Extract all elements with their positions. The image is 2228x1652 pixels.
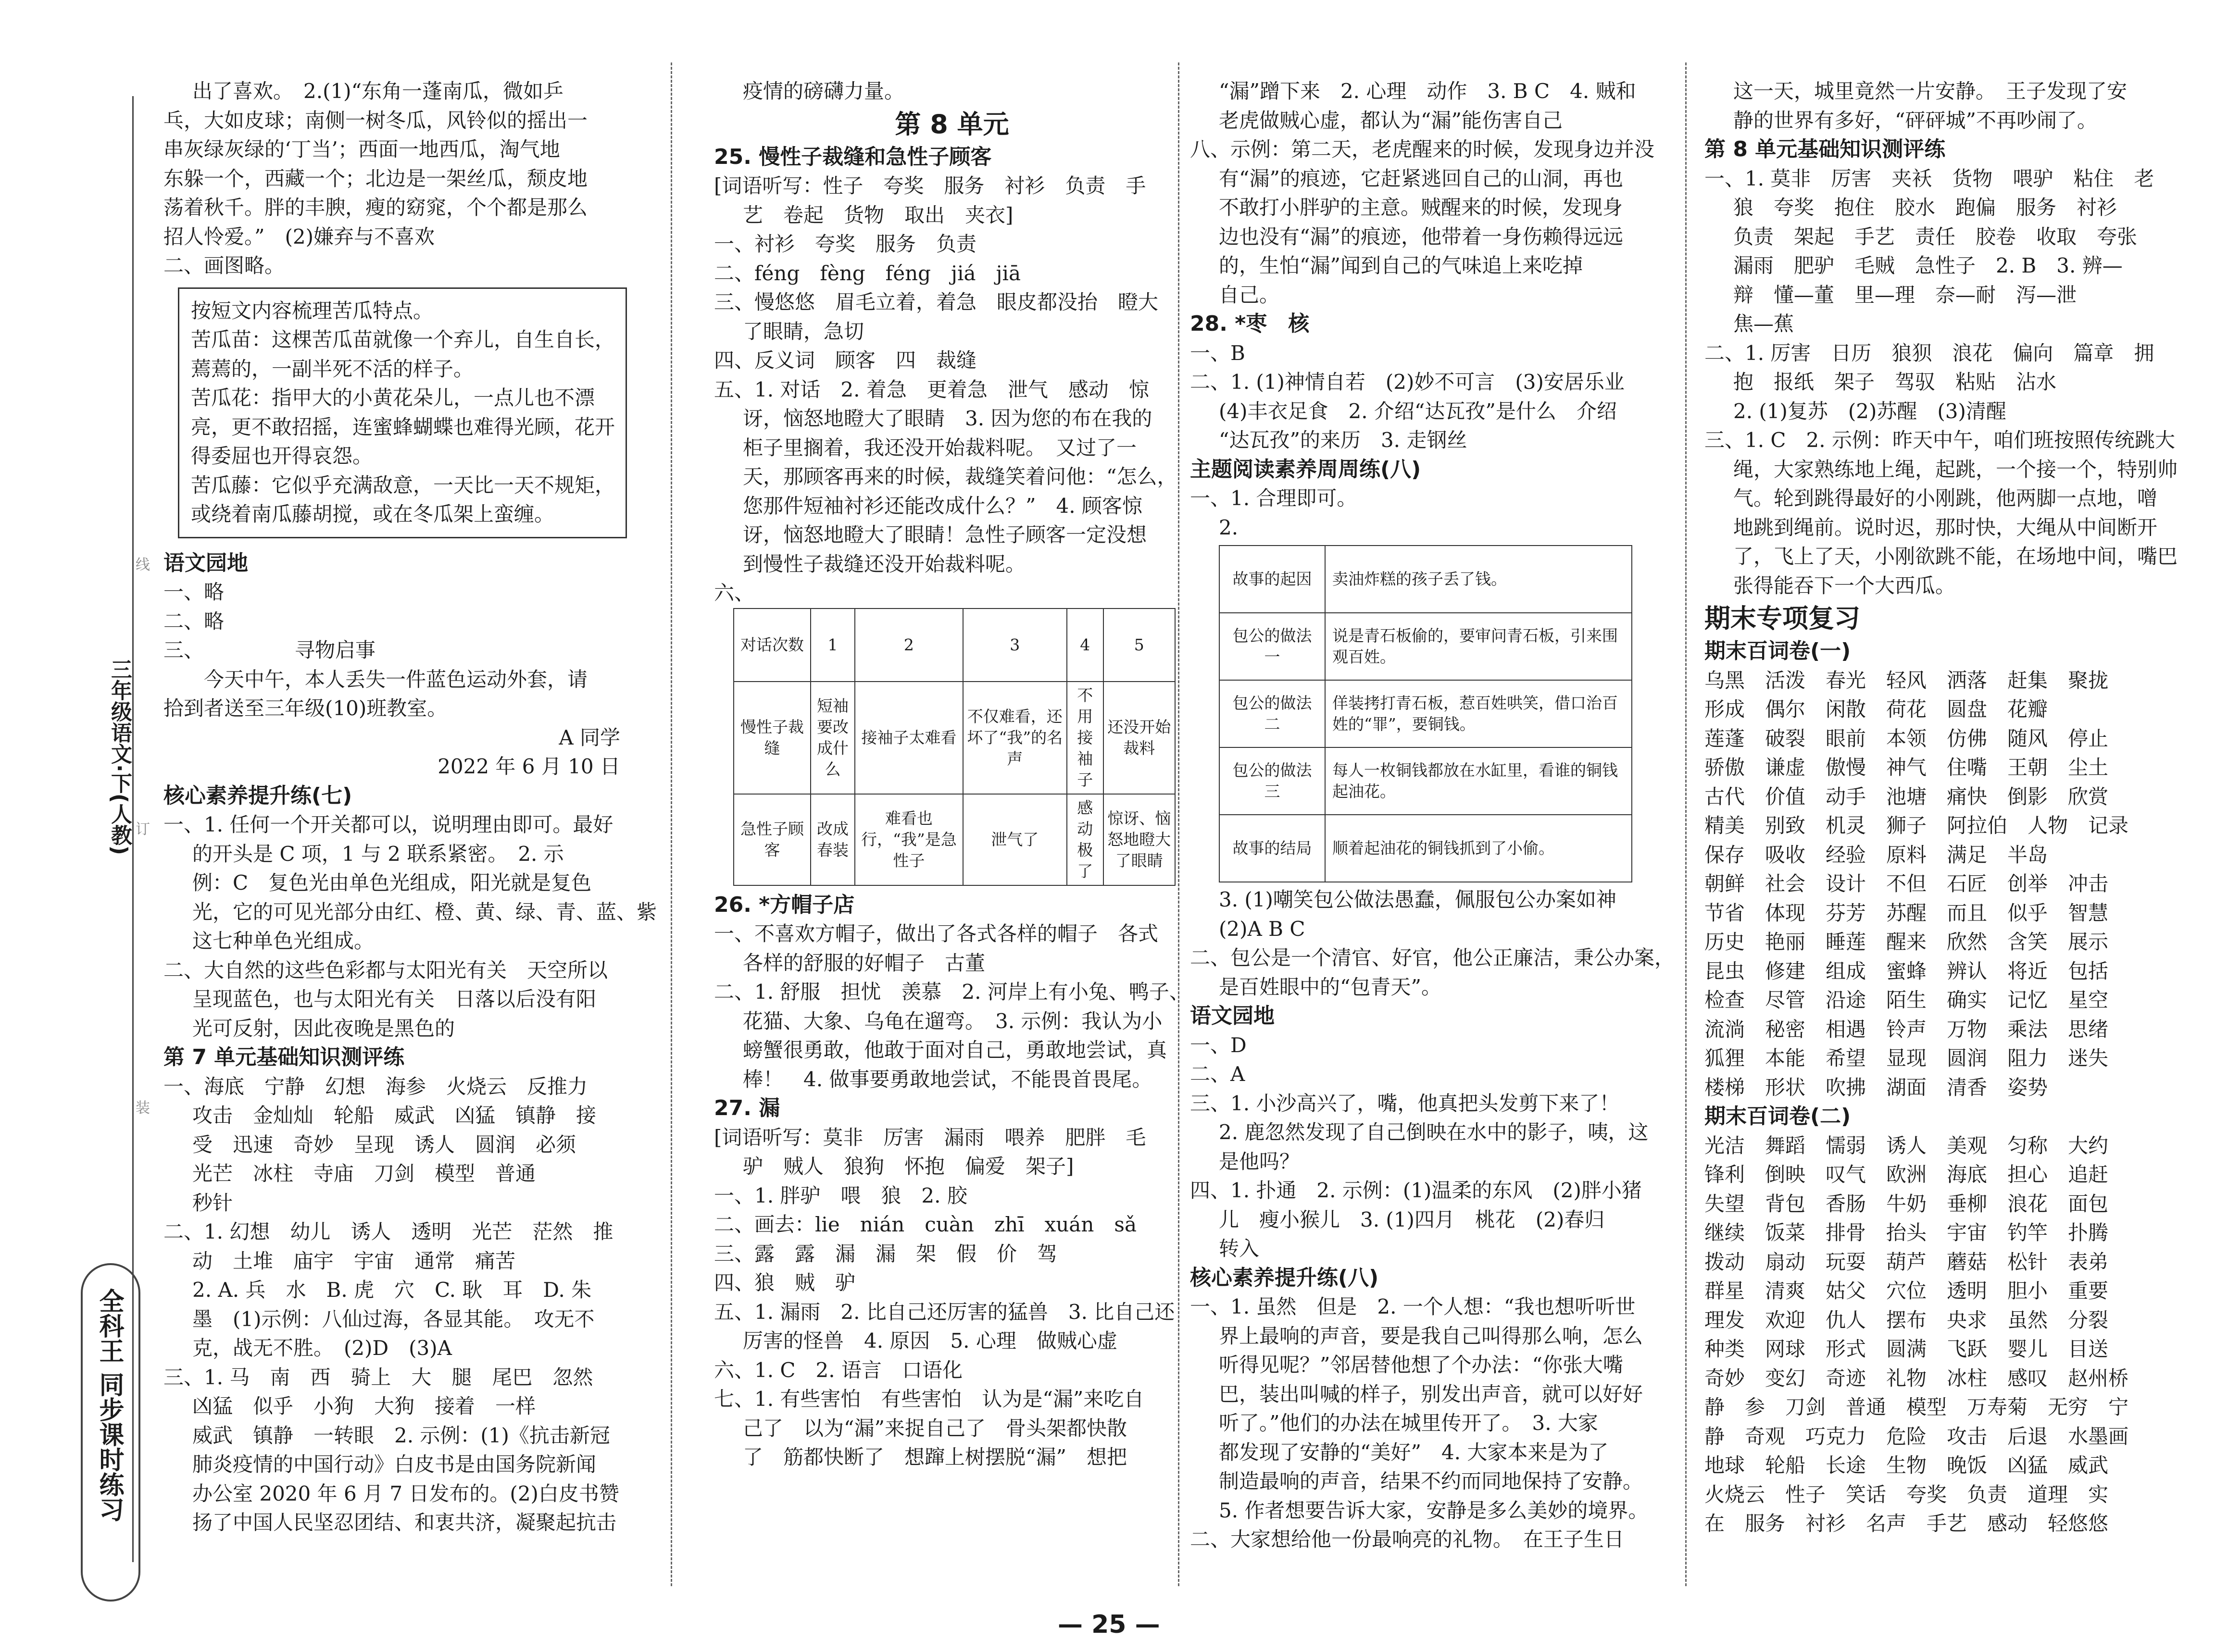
text-line: 七、1. 有些害怕 有些害怕 认为是“漏”来吃自 [714, 1387, 1144, 1411]
book-title: 三年级语文·下(人教) [107, 658, 132, 855]
table-cell: 说是青石板偷的，要审问青石板，引来围观百姓。 [1325, 613, 1632, 680]
text-line: 二、画图略。 [163, 254, 285, 277]
text-line: 花猫、大象、乌龟在遛弯。 3. 示例：我认为小 [743, 1009, 1163, 1033]
text-line: (4)丰衣足食 2. 介绍“达瓦孜”是什么 介绍 [1219, 399, 1617, 423]
table-cell: 急性子顾客 [734, 794, 811, 885]
text-line: 光可反射，因此夜晚是黑色的 [192, 1016, 455, 1040]
section-heading: 核心素养提升练(八) [1190, 1265, 1379, 1290]
text-line: 荡着秋千。胖的丰腴，瘦的窈窕，个个都是那么 [163, 196, 588, 219]
text-line: 光芒 冰柱 寺庙 刀剑 模型 普通 [192, 1162, 536, 1185]
text-line: 2. 鹿忽然发现了自己倒映在水中的影子，咦，这 [1219, 1120, 1649, 1144]
table-cell: 短袖要改成什么 [811, 682, 855, 794]
word-list-line: 群星 清爽 姑父 穴位 透明 胆小 重要 [1704, 1279, 2109, 1303]
table-cell: 5 [1103, 609, 1175, 682]
text-line: 己了 以为“漏”来捉自己了 骨头架都快散 [743, 1416, 1127, 1440]
text-line: 螃蟹很勇敢，他敢于面对自己，勇敢地尝试，真 [743, 1038, 1167, 1062]
lesson-title: 26. *方帽子店 [714, 892, 855, 917]
text-line: 地跳到绳前。说时迟，那时快，大绳从中间断开 [1733, 515, 2158, 539]
box-line: 按短文内容梳理苦瓜特点。 [191, 298, 434, 323]
word-list-2 [1704, 1131, 2204, 1539]
table-cell: 泄气了 [963, 794, 1067, 885]
text-line: 二、1. 幻想 幼儿 诱人 透明 光芒 茫然 推 [163, 1220, 613, 1243]
text-line: 听得见呢？”邻居替他想了个办法：“你张大嘴 [1219, 1353, 1623, 1377]
table-cell: 惊讶、恼怒地瞪大了眼睛 [1103, 794, 1175, 885]
text-line: 二、1. 厉害 日历 狼狈 浪花 偏向 篇章 拥 [1704, 341, 2154, 365]
text-line: 2022 年 6 月 10 日 [438, 755, 620, 778]
word-list-line: 种类 网球 形式 圆满 飞跃 婴儿 目送 [1704, 1337, 2109, 1361]
table-row [734, 794, 1175, 885]
text-line: 一、衬衫 夸奖 服务 负责 [714, 232, 977, 256]
text-line: 负责 架起 手艺 责任 胶卷 收取 夸张 [1733, 224, 2138, 248]
table-cell: 每人一枚铜钱都放在水缸里，看谁的铜钱起油花。 [1325, 747, 1632, 815]
column-2 [714, 77, 1190, 1472]
text-line: 转入 [1219, 1237, 1260, 1260]
text-line: 二、大自然的这些色彩都与太阳光有关 天空所以 [163, 958, 608, 982]
text-line: 巴，装出叫喊的样子，别发出声音，就可以好好 [1219, 1382, 1643, 1406]
dictation-line: [词语听写：性子 夸奖 服务 衬衫 负责 手 [714, 174, 1146, 198]
story-table [1219, 545, 1632, 882]
table-row [1219, 680, 1632, 747]
word-list-line: 火烧云 性子 笑话 夸奖 负责 道理 实 [1704, 1482, 2109, 1506]
text-line: 二、féng fèng féng jiá jiā [714, 261, 1021, 285]
table-cell: 不仅难看，还坏了“我”的名声 [963, 682, 1067, 794]
text-line: 2. A. 兵 水 B. 虎 穴 C. 耿 耳 D. 朱 [192, 1278, 592, 1302]
word-list-line: 静 参 刀剑 普通 模型 万寿菊 无穷 宁 [1704, 1395, 2129, 1419]
section-heading: 第 8 单元基础知识测评练 [1704, 137, 1946, 161]
text-line: 六、1. C 2. 语言 口语化 [714, 1358, 963, 1382]
cut-line-mark: 订 [136, 821, 150, 838]
text-line: 2. (1)复苏 (2)苏醒 (3)清醒 [1733, 399, 2006, 423]
box-line: 或绕着南瓜藤胡搅，或在冬瓜架上蛮缠。 [191, 502, 555, 526]
text-line: 不敢打小胖驴的主意。贼醒来的时候，发现身 [1219, 196, 1623, 219]
text-line: 三、1. 小沙高兴了，嘴，他真把头发剪下来了！ [1190, 1091, 1620, 1115]
table-cell: 感动极了 [1067, 794, 1103, 885]
box-line: 蔫蔫的，一副半死不活的样子。 [191, 357, 474, 381]
section-heading: 核心素养提升练(七) [163, 783, 352, 808]
box-line: 苦瓜藤：它似乎充满敌意，一天比一天不规矩， [191, 473, 615, 497]
page-number: — 25 — [1058, 1610, 1160, 1639]
section-heading: 期末百词卷(一) [1704, 639, 1851, 663]
table-cell: 接袖子太难看 [855, 682, 963, 794]
text-line: 界上最响的声音，要是我自己叫得那么响，怎么 [1219, 1324, 1643, 1348]
text-line: 四、狼 贼 驴 [714, 1271, 856, 1294]
review-title: 期末专项复习 [1704, 603, 1860, 633]
dialogue-table [733, 608, 1176, 886]
text-line: “漏”蹭下来 2. 心理 动作 3. B C 4. 贼和 [1219, 79, 1636, 103]
text-line: 三、1. C 2. 示例：昨天中午，咱们班按照传统跳大 [1704, 428, 2175, 452]
text-line: 威武 镇静 一转眼 2. 示例：(1)《抗击新冠 [192, 1423, 610, 1447]
text-line: 今天中午，本人丢失一件蓝色运动外套，请 [163, 667, 588, 691]
table-cell: 佯装拷打青石板，惹百姓哄笑，借口治百姓的“罪”，要铜钱。 [1325, 680, 1632, 747]
text-line: 辩 懂—董 里—理 奈—耐 泻—泄 [1733, 283, 2077, 307]
text-line: 棒！ 4. 做事要勇敢地尝试，不能畏首畏尾。 [743, 1067, 1152, 1091]
word-list-line: 锋利 倒映 叹气 欧洲 海底 担心 追赶 [1704, 1163, 2109, 1186]
word-list-line: 继续 饭菜 排骨 抬头 宇宙 钓竿 扑腾 [1704, 1221, 2109, 1244]
text-line: 讶，恼怒地瞪大了眼睛！急性子顾客一定没想 [743, 523, 1147, 547]
cut-line-mark: 线 [136, 557, 150, 573]
table-cell: 不用接袖子 [1067, 682, 1103, 794]
text-line: (2)A B C [1219, 917, 1305, 941]
text-line: 二、A [1190, 1062, 1245, 1086]
text-line: 墨 (1)示例：八仙过海，各显其能。 攻无不 [192, 1307, 595, 1331]
text-line: 五、1. 漏雨 2. 比自己还厉害的猛兽 3. 比自己还 [714, 1300, 1175, 1324]
unit-title: 第 8 单元 [895, 109, 1009, 139]
text-line: A 同学 [559, 725, 620, 749]
text-line: 的开头是 C 项，1 与 2 联系紧密。 2. 示 [192, 842, 564, 866]
word-list-line: 保存 吸收 经验 原料 满足 半岛 [1704, 843, 2048, 867]
column-divider [1685, 62, 1687, 1586]
table-row [1219, 815, 1632, 882]
text-line: 办公室 2020 年 6 月 7 日发布的。(2)白皮书赞 [192, 1481, 619, 1505]
text-line: 二、包公是一个清官、好官，他公正廉洁，秉公办案， [1190, 946, 1675, 969]
text-line: 一、B [1190, 341, 1245, 365]
text-line: 例：C 复色光由单色光组成，阳光就是复色 [192, 871, 592, 894]
word-list-line: 节省 体现 芬芳 苏醒 而且 似乎 智慧 [1704, 901, 2109, 925]
text-line: 一、海底 宁静 幻想 海参 火烧云 反推力 [163, 1074, 588, 1098]
dictation-line: 艺 卷起 货物 取出 夹衣] [743, 203, 1014, 227]
word-list-line: 拨动 扇动 玩耍 葫芦 蘑菇 松针 表弟 [1704, 1250, 2109, 1274]
text-line: 的，生怕“漏”闻到自己的气味追上来吃掉 [1219, 254, 1583, 277]
text-line: 一、1. 合理即可。 [1190, 486, 1357, 510]
word-list-line: 莲蓬 破裂 眼前 本领 仿佛 随风 停止 [1704, 726, 2109, 750]
text-line: 拾到者送至三年级(10)班教室。 [163, 696, 448, 720]
text-line: 一、1. 莫非 厉害 夹袄 货物 喂驴 粘住 老 [1704, 166, 2154, 190]
word-list-line: 检查 尽管 沿途 陌生 确实 记忆 星空 [1704, 988, 2109, 1012]
text-line: 凶猛 似乎 小狗 大狗 接着 一样 [192, 1394, 536, 1418]
word-list-line: 在 服务 衬衫 名声 手艺 感动 轻悠悠 [1704, 1512, 2109, 1535]
text-line: 呈现蓝色，也与太阳光有关 日落以后没有阳 [192, 987, 597, 1011]
text-line: 到慢性子裁缝还没开始裁料呢。 [743, 552, 1026, 576]
word-list-line: 朝鲜 社会 设计 不但 石匠 创举 冲击 [1704, 872, 2109, 895]
word-list-line: 古代 价值 动手 池塘 痛快 倒影 欣赏 [1704, 784, 2109, 808]
lesson-title: 27. 漏 [714, 1096, 780, 1120]
text-line: 疫情的磅礴力量。 [743, 79, 905, 103]
text-line: 是百姓眼中的“包青天”。 [1219, 975, 1441, 999]
text-line: 讶，恼怒地瞪大了眼睛 3. 因为您的布在我的 [743, 407, 1152, 430]
text-line: 肺炎疫情的中国行动》白皮书是由国务院新闻 [192, 1453, 597, 1476]
table-cell: 顺着起油花的铜钱抓到了小偷。 [1325, 815, 1632, 882]
table-cell: 故事的结局 [1219, 815, 1325, 882]
text-line: 串灰绿灰绿的‘丁当’；西面一地西瓜，淘气地 [163, 137, 560, 161]
text-line: 四、反义词 顾客 四 裁缝 [714, 348, 977, 372]
answer-box [178, 287, 627, 538]
text-line: 5. 作者想要告诉大家，安静是多么美妙的境界。 [1219, 1498, 1649, 1522]
text-line: 三、 寻物启事 [163, 638, 376, 662]
text-line: 一、D [1190, 1033, 1247, 1057]
text-line: 漏雨 肥驴 毛贼 急性子 2. B 3. 辨— [1733, 254, 2123, 277]
word-list-line: 精美 别致 机灵 狮子 阿拉伯 人物 记录 [1704, 814, 2129, 837]
word-list-line: 历史 艳丽 睡莲 醒来 欣然 含笑 展示 [1704, 930, 2109, 954]
brand-text: 全科王 同步课时练习 [95, 1288, 124, 1522]
text-line: 二、画去：lie nián cuàn zhī xuán sǎ [714, 1213, 1137, 1236]
word-list-line: 失望 背包 香肠 牛奶 垂柳 浪花 面包 [1704, 1192, 2109, 1216]
table-cell: 卖油炸糕的孩子丢了钱。 [1325, 546, 1632, 613]
text-line: 动 土堆 庙宇 宇宙 通常 痛苦 [192, 1249, 516, 1273]
text-line: 边也没有“漏”的痕迹，他带着一身伤赖得远远 [1219, 224, 1623, 248]
text-line: “达瓦孜”的来历 3. 走钢丝 [1219, 428, 1467, 452]
section-heading: 语文园地 [1190, 1004, 1275, 1028]
text-line: 光，它的可见光部分由红、橙、黄、绿、青、蓝、紫 [192, 900, 657, 924]
text-line: 五、1. 对话 2. 着急 更着急 泄气 感动 惊 [714, 377, 1149, 401]
word-list-line: 奇妙 变幻 奇迹 礼物 冰柱 感叹 赵州桥 [1704, 1366, 2129, 1390]
box-line: 苦瓜花：指甲大的小黄花朵儿，一点儿也不漂 [191, 386, 595, 410]
column-3 [1190, 77, 1675, 1554]
box-line: 亮，更不敢招摇，连蜜蜂蝴蝶也难得光顾，花开 [191, 415, 615, 439]
dictation-line: [词语听写：莫非 厉害 漏雨 喂养 肥胖 毛 [714, 1125, 1146, 1149]
table-cell: 包公的做法二 [1219, 680, 1325, 747]
text-line: 这七种单色光组成。 [192, 929, 375, 953]
table-row [1219, 546, 1632, 613]
text-line: 了眼睛，急切 [743, 319, 864, 343]
box-line: 得委屈也开得哀怨。 [191, 444, 373, 468]
text-line: 天，那顾客再来的时候，裁缝笑着问他：“怎么， [743, 465, 1177, 488]
dictation-line: 驴 贼人 狼狗 怀抱 偏爱 架子] [743, 1155, 1074, 1178]
table-cell: 改成春装 [811, 794, 855, 885]
text-line: 厉害的怪兽 4. 原因 5. 心理 做贼心虚 [743, 1329, 1117, 1353]
table-cell: 3 [963, 609, 1067, 682]
text-line: 制造最响的声音，结果不约而同地保持了安静。 [1219, 1469, 1643, 1493]
text-line: 受 迅速 奇妙 呈现 诱人 圆润 必须 [192, 1132, 576, 1156]
text-line: 是他吗？ [1219, 1149, 1300, 1173]
text-line: 二、1. 舒服 担忧 羡慕 2. 河岸上有小兔、鸭子、 [714, 980, 1189, 1004]
word-list-line: 狐狸 本能 希望 显现 圆润 阻力 迷失 [1704, 1046, 2109, 1070]
word-list-line: 形成 偶尔 闲散 荷花 圆盘 花瓣 [1704, 697, 2048, 721]
table-cell: 难看也行，“我”是急性子 [855, 794, 963, 885]
section-heading: 主题阅读素养周周练(八) [1190, 457, 1421, 482]
text-line: 三、露 露 漏 漏 架 假 价 驾 [714, 1242, 1058, 1266]
text-line: 一、略 [163, 580, 225, 604]
text-line: 狼 夸奖 抱住 胶水 跑偏 服务 衬衫 [1733, 196, 2117, 219]
text-line: 自己。 [1219, 283, 1280, 307]
word-list-line: 光洁 舞蹈 懦弱 诱人 美观 匀称 大约 [1704, 1133, 2109, 1157]
text-line: 东躲一个，西藏一个；北边是一架丝瓜，颓皮地 [163, 166, 588, 190]
text-line: 这一天，城里竟然一片安静。 王子发现了安 [1733, 79, 2128, 103]
table-cell: 4 [1067, 609, 1103, 682]
word-list-line: 骄傲 谦虚 傲慢 神气 住嘴 王朝 尘土 [1704, 756, 2109, 779]
table-row [734, 609, 1175, 682]
text-line: 各样的舒服的好帽子 古董 [743, 951, 986, 975]
word-list-line: 理发 欢迎 仇人 摆布 央求 虽然 分裂 [1704, 1308, 2109, 1332]
text-line: 二、1. (1)神情自若 (2)妙不可言 (3)安居乐业 [1190, 370, 1625, 394]
word-list-line: 乌黑 活泼 春光 轻风 洒落 赶集 聚拢 [1704, 668, 2109, 692]
text-line: 张得能吞下一个大西瓜。 [1733, 573, 1956, 597]
section-heading: 语文园地 [163, 550, 248, 575]
text-line: 静的世界有多好，“砰砰城”不再吵闹了。 [1733, 108, 2097, 132]
text-line: 一、1. 任何一个开关都可以，说明理由即可。最好 [163, 813, 613, 836]
text-line: 四、1. 扑通 2. 示例：(1)温柔的东风 (2)胖小猪 [1190, 1179, 1642, 1202]
text-line: 攻击 金灿灿 轮船 威武 凶猛 镇静 接 [192, 1104, 597, 1127]
table-cell: 1 [811, 609, 855, 682]
section-heading: 期末百词卷(二) [1704, 1104, 1851, 1129]
text-line: 了，飞上了天，小刚欲跳不能，在场地中间，嘴巴 [1733, 545, 2178, 568]
table-cell: 包公的做法三 [1219, 747, 1325, 815]
lesson-title: 28. *枣 核 [1190, 311, 1310, 336]
table-cell: 对话次数 [734, 609, 811, 682]
table-row [734, 682, 1175, 794]
text-line: 都发现了安静的“美好” 4. 大家本来是为了 [1219, 1440, 1609, 1464]
column-4 [1704, 77, 2204, 1539]
text-line: 老虎做贼心虚，都认为“漏”能伤害自己 [1219, 108, 1563, 132]
text-line: 听了。”他们的办法在城里传开了。 3. 大家 [1219, 1411, 1598, 1435]
text-line: 一、1. 虽然 但是 2. 一个人想：“我也想听听世 [1190, 1295, 1636, 1318]
text-line: 2. [1219, 515, 1239, 539]
table-cell: 2 [855, 609, 963, 682]
text-line: 柜子里搁着，我还没开始裁料呢。 又过了一 [743, 435, 1137, 460]
text-line: 一、不喜欢方帽子，做出了各式各样的帽子 各式 [714, 922, 1159, 945]
text-line: 秒针 [192, 1191, 233, 1215]
text-line: 招人怜爱。” (2)嫌弃与不喜欢 [163, 224, 435, 248]
table-cell: 慢性子裁缝 [734, 682, 811, 794]
word-list-line: 地球 轮船 长途 生物 晚饭 凶猛 威武 [1704, 1453, 2109, 1477]
text-line: 六、 [714, 581, 755, 605]
text-line: 二、略 [163, 609, 225, 633]
word-list-line: 静 奇观 巧克力 危险 攻击 后退 水墨画 [1704, 1424, 2129, 1448]
cut-line-mark: 装 [136, 1100, 150, 1117]
text-line: 您那件短袖衬衫还能改成什么？” 4. 顾客惊 [743, 494, 1142, 518]
text-line: 克，战无不胜。 (2)D (3)A [192, 1336, 452, 1360]
table-cell: 包公的做法一 [1219, 613, 1325, 680]
text-line: 了 筋都快断了 想蹿上树摆脱“漏” 想把 [743, 1445, 1127, 1469]
text-line: 抱 报纸 架子 驾驭 粘贴 沾水 [1733, 370, 2057, 394]
word-list-line: 楼梯 形状 吹拂 湖面 清香 姿势 [1704, 1075, 2048, 1099]
word-list-line: 昆虫 修建 组成 蜜蜂 辨认 将近 包括 [1704, 959, 2109, 983]
section-heading: 第 7 单元基础知识测评练 [163, 1045, 405, 1069]
table-cell: 还没开始裁料 [1103, 682, 1175, 794]
text-line: 乓，大如皮球；南侧一树冬瓜，风铃似的摇出一 [163, 108, 588, 132]
text-line: 一、1. 胖驴 喂 狼 2. 胶 [714, 1183, 967, 1207]
text-line: 3. (1)嘲笑包公做法愚蠢，佩服包公办案如神 [1219, 888, 1616, 911]
text-line: 扬了中国人民坚忍团结、和衷共济，凝聚起抗击 [192, 1511, 617, 1534]
text-line: 绳，大家熟练地上绳，起跳，一个接一个，特别帅 [1733, 457, 2178, 481]
text-line: 气。轮到跳得最好的小刚跳，他两脚一点地，噌 [1733, 486, 2158, 510]
text-line: 三、慢悠悠 眉毛立着，着急 眼皮都没抬 瞪大 [714, 290, 1159, 314]
word-list-line: 流淌 秘密 相遇 铃声 万物 乘法 思绪 [1704, 1017, 2109, 1041]
text-line: 出了喜欢。 2.(1)“东角一蓬南瓜，微如乒 [192, 79, 564, 103]
word-list-1 [1704, 666, 2204, 1103]
lesson-title: 25. 慢性子裁缝和急性子顾客 [714, 144, 992, 169]
text-line: 有“漏”的痕迹，它赶紧逃回自己的山洞，再也 [1219, 166, 1623, 190]
table-row [1219, 747, 1632, 815]
text-line: 三、1. 马 南 西 骑上 大 腿 尾巴 忽然 [163, 1365, 593, 1389]
table-cell: 故事的起因 [1219, 546, 1325, 613]
text-line: 焦—蕉 [1733, 312, 1794, 335]
text-line: 儿 瘦小猴儿 3. (1)四月 桃花 (2)春归 [1219, 1207, 1605, 1231]
table-row [1219, 613, 1632, 680]
column-1 [163, 77, 657, 1538]
text-line: 二、大家想给他一份最响亮的礼物。 在王子生日 [1190, 1528, 1625, 1551]
text-line: 八、示例：第二天，老虎醒来的时候，发现身边并没 [1190, 137, 1655, 161]
box-line: 苦瓜苗：这棵苦瓜苗就像一个弃儿，自生自长， [191, 328, 615, 351]
column-divider [671, 62, 672, 1586]
